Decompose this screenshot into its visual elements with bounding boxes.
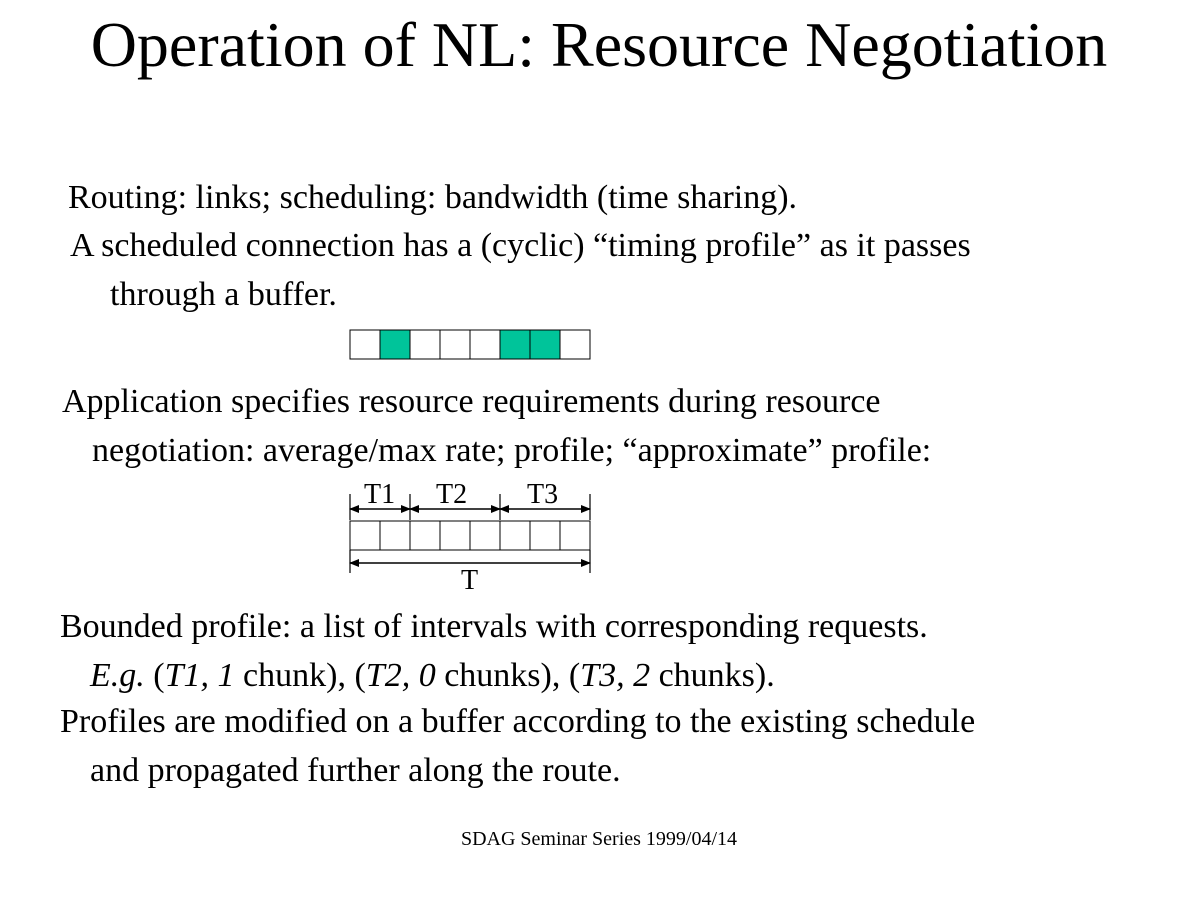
- slot-empty: [380, 521, 410, 550]
- interval-t1-term: T1, 1: [164, 657, 235, 694]
- slot-empty: [560, 521, 590, 550]
- approximate-profile-slots: [350, 521, 590, 550]
- text-fragment: (: [144, 657, 165, 694]
- slot-filled: [530, 330, 560, 359]
- paragraph-bounded-line2: [90, 656, 775, 695]
- slot-empty: [350, 521, 380, 550]
- text-fragment: chunks).: [650, 657, 775, 694]
- slot-filled: [500, 330, 530, 359]
- timing-profile-slots: [350, 330, 590, 359]
- interval-t3-term: T3, 2: [580, 657, 651, 694]
- paragraph-application-line2: negotiation: average/max rate; profile; “approximate” profile:: [92, 432, 932, 469]
- slide-footer: SDAG Seminar Series 1999/04/14: [460, 828, 738, 850]
- slot-empty: [500, 521, 530, 550]
- paragraph-application-line1: Application specifies resource requirements during resource: [62, 383, 881, 420]
- slide-title: Operation of NL: Resource Negotiation: [90, 9, 1108, 80]
- slot-empty: [410, 330, 440, 359]
- slot-empty: [470, 330, 500, 359]
- paragraph-timing-profile-line1: A scheduled connection has a (cyclic) “timing profile” as it passes: [70, 227, 971, 264]
- text-fragment: chunk), (: [234, 657, 366, 694]
- text-fragment: chunks), (: [435, 657, 581, 694]
- interval-label-t2: T2: [436, 479, 468, 510]
- eg-text: E.g.: [90, 657, 145, 694]
- slot-empty: [530, 521, 560, 550]
- paragraph-profiles-line1: Profiles are modified on a buffer according to the existing schedule: [60, 703, 976, 740]
- interval-label-t3: T3: [527, 479, 559, 510]
- interval-label-t1: T1: [364, 479, 396, 510]
- slot-empty: [560, 330, 590, 359]
- period-label-t: T: [461, 565, 479, 596]
- slot-filled: [380, 330, 410, 359]
- paragraph-profiles-line2: and propagated further along the route.: [90, 752, 621, 789]
- paragraph-timing-profile-line2: through a buffer.: [110, 276, 337, 313]
- paragraph-bounded-line1: Bounded profile: a list of intervals with corresponding requests.: [60, 608, 928, 645]
- slot-empty: [410, 521, 440, 550]
- slot-empty: [470, 521, 500, 550]
- interval-t2-term: T2, 0: [365, 657, 436, 694]
- slot-empty: [440, 330, 470, 359]
- paragraph-routing: Routing: links; scheduling: bandwidth (time sharing).: [68, 179, 798, 216]
- slot-empty: [440, 521, 470, 550]
- slot-empty: [350, 330, 380, 359]
